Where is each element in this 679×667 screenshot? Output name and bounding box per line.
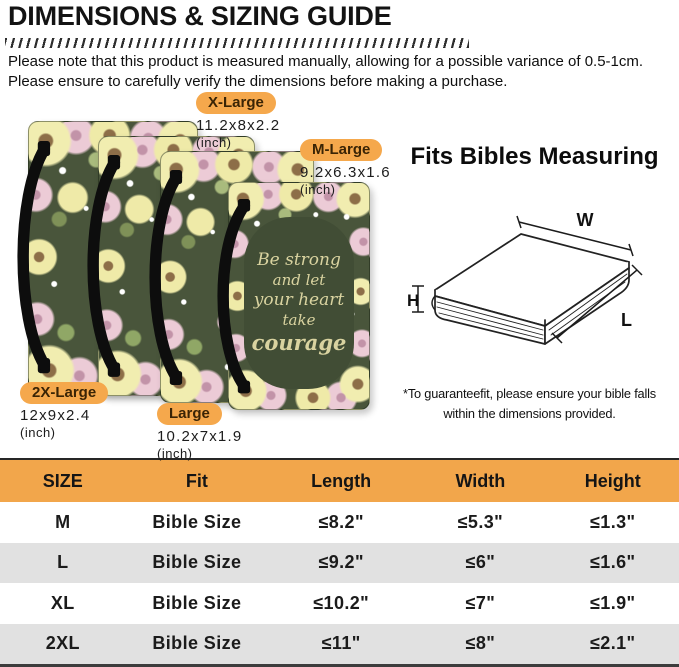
cell-height: ≤2.1"	[590, 633, 636, 654]
decorative-hatch-divider	[5, 38, 469, 48]
cell-fit: Bible Size	[152, 633, 242, 654]
cell-size: 2XL	[45, 633, 80, 654]
column-header-width: Width	[455, 470, 506, 491]
cell-size: L	[57, 552, 69, 573]
size-unit: (inch)	[157, 446, 193, 461]
cell-length: ≤9.2"	[318, 552, 364, 573]
size-unit: (inch)	[300, 182, 336, 197]
cell-fit: Bible Size	[152, 511, 242, 532]
size-callout-xlarge	[196, 92, 280, 150]
size-dimensions: 12x9x2.4	[20, 407, 91, 424]
cell-size: XL	[50, 592, 75, 613]
measurement-note-line1: Please note that this product is measured manually, allowing for a possible variance of 0.5-1cm.	[8, 53, 644, 70]
cell-width: ≤6"	[465, 552, 496, 573]
size-badge: M-Large	[300, 139, 382, 161]
cell-fit: Bible Size	[152, 592, 242, 613]
size-badge: Large	[157, 403, 222, 425]
length-dimension-label: L	[621, 310, 632, 330]
fit-guarantee-note-line1: *To guaranteefit, please ensure your bible falls	[403, 386, 656, 401]
cell-height: ≤1.3"	[590, 511, 636, 532]
size-unit: (inch)	[20, 425, 56, 440]
size-dimensions: 9.2x6.3x1.6	[300, 164, 391, 181]
measurement-note-line2: Please ensure to carefully verify the dimensions before making a purchase.	[8, 73, 508, 90]
fit-guide-title: Fits Bibles Measuring	[410, 143, 659, 170]
cover-quote	[244, 217, 353, 389]
table-row-l	[0, 543, 679, 584]
fit-guarantee-note	[380, 384, 679, 424]
cover-quote-line: and let	[272, 271, 326, 290]
size-callout-mlarge	[300, 139, 391, 197]
cover-quote-line: Be strong	[257, 250, 341, 271]
cell-length: ≤10.2"	[313, 592, 370, 613]
size-unit: (inch)	[196, 135, 232, 150]
cover-quote-line: your heart	[253, 290, 345, 311]
cell-length: ≤8.2"	[318, 511, 364, 532]
cell-height: ≤1.9"	[590, 592, 636, 613]
column-header-length: Length	[311, 470, 372, 491]
measurement-notes	[8, 52, 643, 92]
column-header-size: SIZE	[42, 470, 83, 491]
page-title: DIMENSIONS & SIZING GUIDE	[8, 1, 392, 31]
table-row-2xl	[0, 624, 679, 665]
cover-handle-icon	[148, 170, 184, 385]
cell-length: ≤11"	[321, 633, 361, 654]
size-table	[0, 458, 679, 667]
size-badge: X-Large	[196, 92, 276, 114]
width-dimension-label: W	[576, 210, 594, 230]
bible-cover-mlarge	[228, 182, 370, 410]
cell-fit: Bible Size	[152, 552, 242, 573]
cell-height: ≤1.6"	[590, 552, 636, 573]
size-badge: 2X-Large	[20, 382, 108, 404]
column-header-height: Height	[584, 470, 641, 491]
cover-quote-line: take	[282, 311, 316, 330]
size-dimensions: 11.2x8x2.2	[196, 117, 281, 134]
cover-quote-line: courage	[251, 330, 347, 356]
cover-handle-icon	[16, 141, 52, 373]
size-dimensions: 10.2x7x1.9	[157, 428, 243, 445]
fit-guarantee-note-line2: within the dimensions provided.	[443, 406, 616, 421]
size-callout-2xlarge	[20, 382, 108, 440]
cover-handle-icon	[86, 155, 122, 377]
cell-width: ≤7"	[465, 592, 496, 613]
table-row-xl	[0, 583, 679, 624]
table-row-m	[0, 502, 679, 543]
column-header-fit: Fit	[185, 470, 208, 491]
height-dimension-label: H	[407, 291, 420, 310]
cell-width: ≤5.3"	[457, 511, 504, 532]
size-table-header	[0, 460, 679, 502]
bible-measurement-diagram	[405, 210, 667, 362]
cell-width: ≤8"	[465, 633, 496, 654]
size-callout-large	[157, 403, 242, 461]
cell-size: M	[55, 511, 71, 532]
